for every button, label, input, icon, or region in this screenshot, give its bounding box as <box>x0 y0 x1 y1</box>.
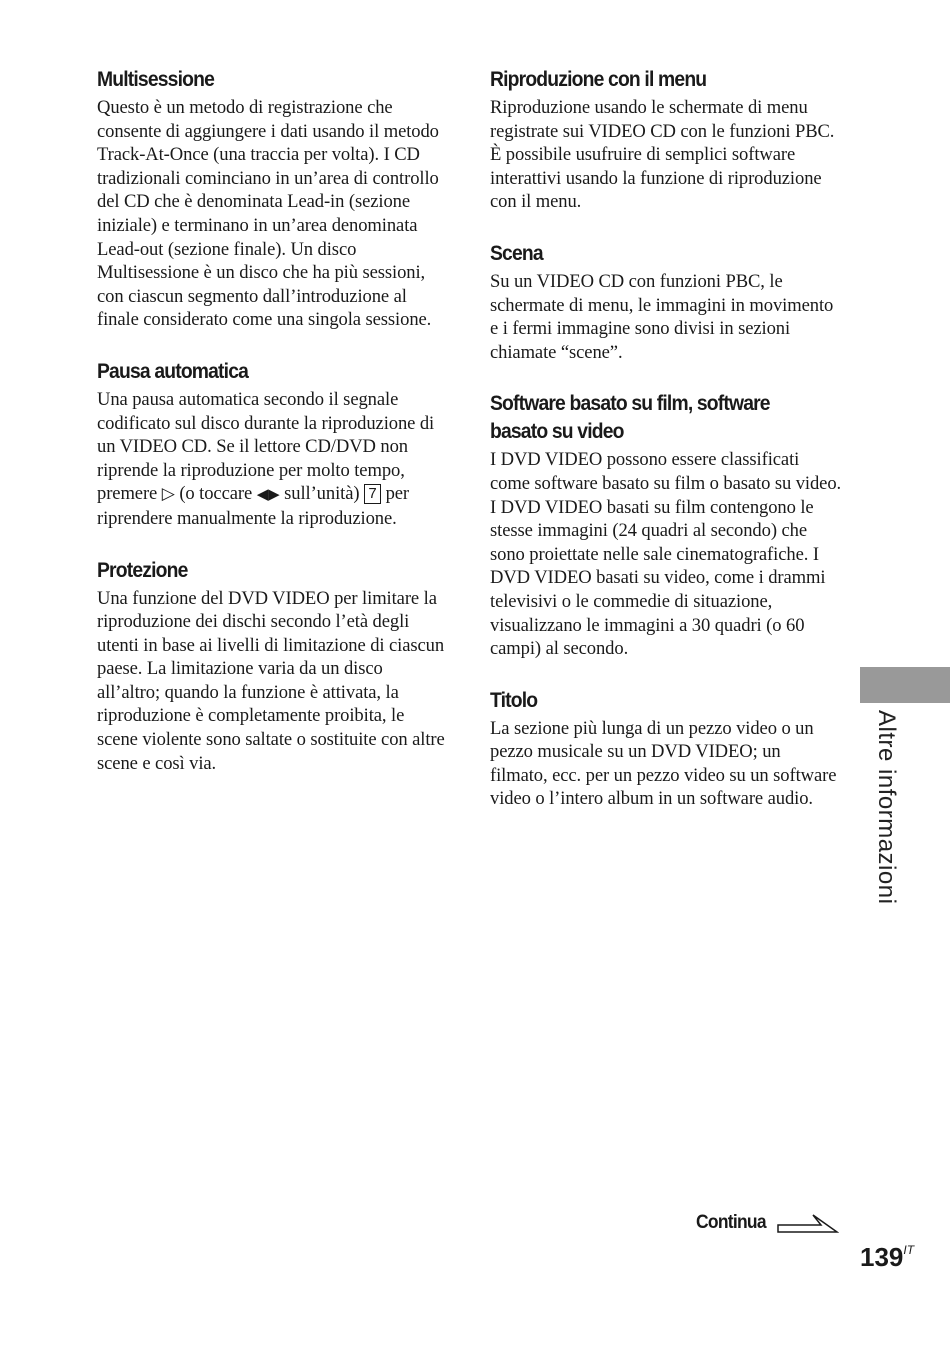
section-riproduzione-menu <box>490 66 842 214</box>
section-software <box>490 390 842 660</box>
section-pausa-automatica <box>97 358 449 531</box>
text-scena: Su un VIDEO CD con funzioni PBC, le schermate di menu, le immagini in movimento e i fermi immagine sono divisi in sezioni chiamate “scene”. <box>490 270 834 363</box>
text-pausa-automatica <box>97 388 449 531</box>
section-scena <box>490 240 842 364</box>
heading-protezione: Protezione <box>97 558 188 582</box>
section-multisessione <box>97 66 449 332</box>
play-icon: ▷ <box>161 484 175 505</box>
left-column <box>97 66 449 801</box>
unit-play-icon: ◀▶ <box>256 485 280 504</box>
heading-pausa-automatica: Pausa automatica <box>97 359 249 383</box>
text-titolo: La sezione più lunga di un pezzo video o un pezzo musicale su un DVD VIDEO; un filmato, ecc. per un pezzo video su un software video o l’intero album in un software audio. <box>490 717 837 810</box>
heading-riproduzione-menu: Riproduzione con il menu <box>490 68 707 91</box>
heading-multisessione: Multisessione <box>97 68 214 91</box>
text-software: I DVD VIDEO possono essere classificati come software basato su film o basato su video. I DVD VIDEO basati su film contengono le stesse immagini (24 quadri al secondo) che sono proiettate nelle sale cinematografiche. I DVD VIDEO basati su video, come i drammi televisivi o le commedie di situazione, visualizzano le immagini a 30 quadri (o 60 campi) al secondo. <box>490 449 842 660</box>
side-tab-label: Altre informazioni <box>873 710 900 905</box>
pausa-text-3: sull’unità) <box>284 483 360 505</box>
side-tab-marker <box>860 667 950 703</box>
continua-label: Continua <box>696 1212 766 1233</box>
page-number <box>860 1242 914 1273</box>
section-titolo <box>490 687 842 811</box>
right-column <box>490 66 842 837</box>
page-language-suffix: IT <box>903 1243 915 1257</box>
heading-software: Software basato su film, software basato su video <box>490 392 770 444</box>
pausa-text-1: Una pausa automatica secondo il segnale codificato sul disco durante la riproduzione di un VIDEO CD. Se il lettore CD/DVD non riprende la riproduzione per molto tempo, premere <box>97 388 435 505</box>
heading-scena: Scena <box>490 241 543 265</box>
key-number-box: 7 <box>364 484 381 504</box>
page-number-value: 139 <box>860 1242 904 1272</box>
text-multisessione: Questo è un metodo di registrazione che consente di aggiungere i dati usando il metodo Track-At-Once (una traccia per volta). I CD tradizionali cominciano in un’area di controllo del CD che è denominata Lead-in (sezione iniziale) e terminano in un’area denominata Lead-out (sezione finale). Un disco Multisessione è un disco che ha più sessioni, con ciascun segmento dall’introduzione al finale considerato come una singola sessione. <box>97 97 439 331</box>
heading-titolo: Titolo <box>490 688 538 712</box>
text-riproduzione-menu: Riproduzione usando le schermate di menu registrate sui VIDEO CD con le funzioni PBC. È possibile usufruire di semplici software interattivi usando la funzione di riproduzione con il menu. <box>490 97 835 213</box>
pausa-text-2: (o toccare <box>179 483 253 505</box>
continue-arrow-icon <box>777 1212 839 1236</box>
pausa-text-4: per riprendere manualmente la riproduzione. <box>97 483 410 529</box>
section-protezione <box>97 557 449 776</box>
text-protezione: Una funzione del DVD VIDEO per limitare la riproduzione dei dischi secondo l’età degli utenti in base ai livelli di limitazione di ciascun paese. La limitazione varia da un disco all’altro; quando la funzione è attivata, la riproduzione è completamente proibita, le scene violente sono saltate o sostituite con altre scene e così via. <box>97 587 445 774</box>
